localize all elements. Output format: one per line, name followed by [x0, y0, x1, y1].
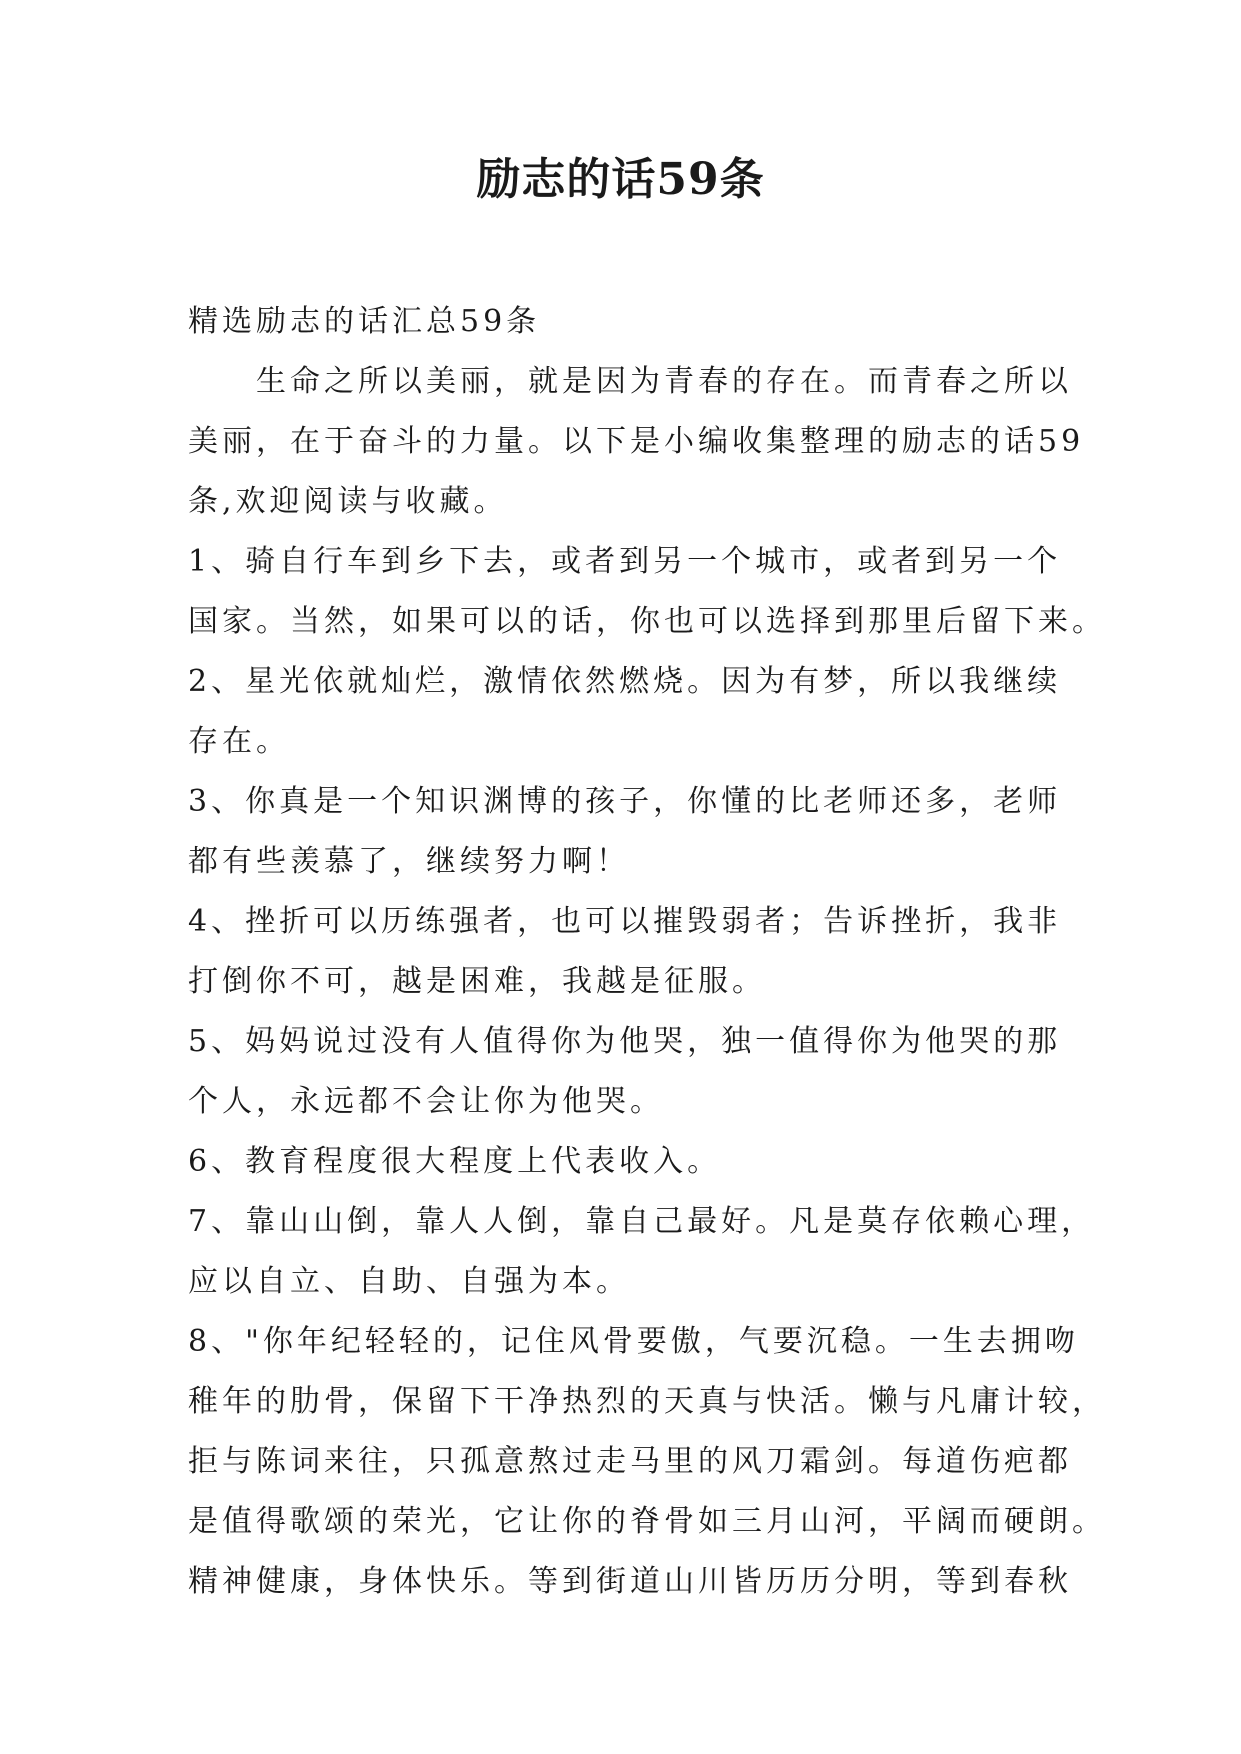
quote-line: 5、妈妈说过没有人值得你为他哭，独一值得你为他哭的那	[188, 1024, 1062, 1059]
document-title: 励志的话59条	[476, 154, 765, 205]
intro-line: 条,欢迎阅读与收藏。	[188, 484, 508, 519]
quote-line: 个人，永远都不会让你为他哭。	[188, 1084, 664, 1119]
intro-line: 美丽，在于奋斗的力量。以下是小编收集整理的励志的话59	[188, 424, 1085, 459]
quote-line: 1、骑自行车到乡下去，或者到另一个城市，或者到另一个	[188, 544, 1062, 579]
quote-line: 7、靠山山倒，靠人人倒，靠自己最好。凡是莫存依赖心理，	[188, 1204, 1096, 1239]
quote-line: 打倒你不可，越是困难，我越是征服。	[188, 964, 766, 999]
quote-line: 精神健康，身体快乐。等到街道山川皆历历分明，等到春秋	[188, 1564, 1072, 1599]
quote-line: 国家。当然，如果可以的话，你也可以选择到那里后留下来。	[188, 604, 1106, 639]
quote-line: 拒与陈词来往，只孤意熬过走马里的风刀霜剑。每道伤疤都	[188, 1444, 1072, 1479]
intro-line: 生命之所以美丽，就是因为青春的存在。而青春之所以	[256, 364, 1072, 399]
quote-line: 稚年的肋骨，保留下干净热烈的天真与快活。懒与凡庸计较，	[188, 1384, 1106, 1419]
quote-line: 4、挫折可以历练强者，也可以摧毁弱者；告诉挫折，我非	[188, 904, 1062, 939]
quote-line: 存在。	[188, 724, 290, 759]
quote-line: 6、教育程度很大程度上代表收入。	[188, 1144, 722, 1179]
document-body	[188, 292, 1106, 1612]
quote-line: 是值得歌颂的荣光，它让你的脊骨如三月山河，平阔而硬朗。	[188, 1504, 1106, 1539]
quote-line: 8、"你年纪轻轻的，记住风骨要傲，气要沉稳。一生去拥吻	[188, 1324, 1079, 1359]
quote-line: 都有些羡慕了，继续努力啊！	[188, 844, 630, 879]
subtitle-line: 精选励志的话汇总59条	[188, 304, 541, 339]
quote-line: 应以自立、自助、自强为本。	[188, 1264, 630, 1299]
quote-line: 2、星光依就灿烂，激情依然燃烧。因为有梦，所以我继续	[188, 664, 1062, 699]
quote-line: 3、你真是一个知识渊博的孩子，你懂的比老师还多，老师	[188, 784, 1062, 819]
